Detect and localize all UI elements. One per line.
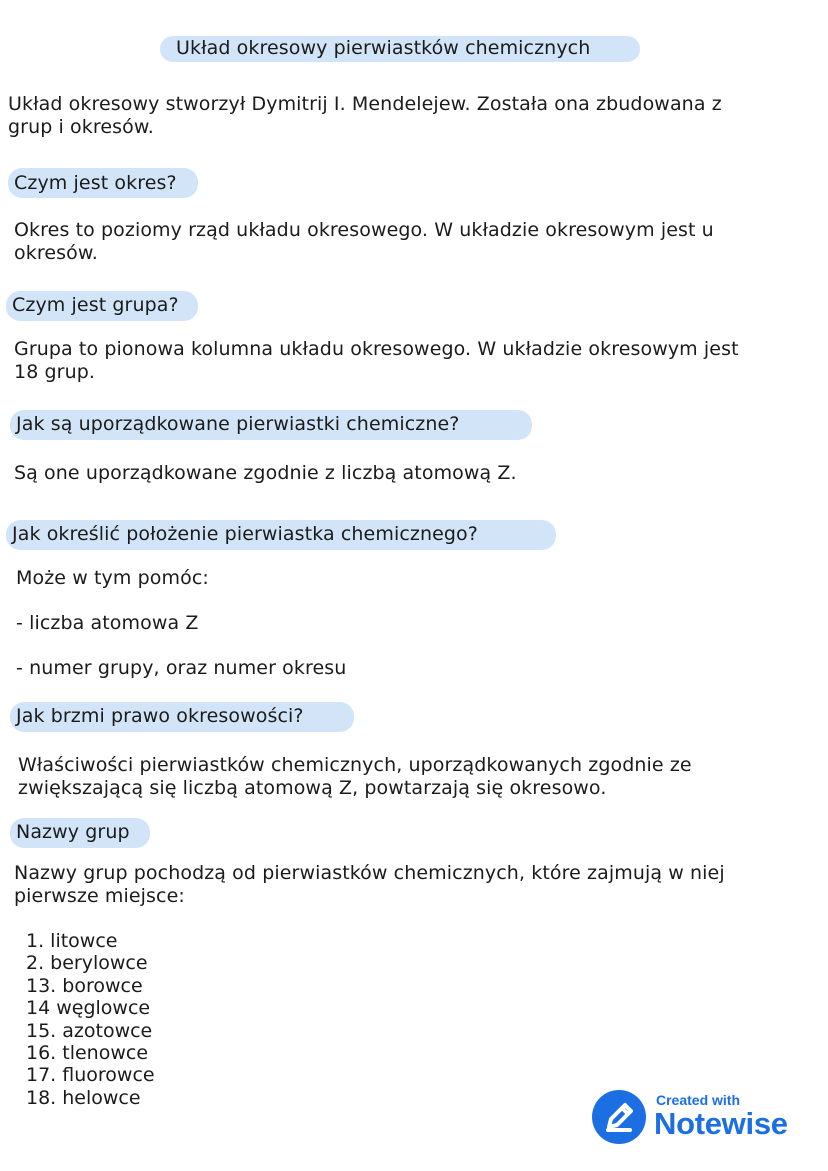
- okres-line-1: Okres to poziomy rząd układu okresowego. W układzie okresowym jest u: [14, 219, 714, 241]
- nazwy-line-2: pierwsze miejsce:: [14, 885, 185, 907]
- page-title: Układ okresowy pierwiastków chemicznych: [176, 37, 591, 59]
- list-item: 13. borowce: [26, 974, 143, 997]
- grupa-line-1: Grupa to pionowa kolumna układu okresowego. W układzie okresowym jest: [14, 338, 739, 360]
- prawo-line-1: Właściwości pierwiastków chemicznych, uporządkowanych zgodnie ze: [18, 754, 692, 776]
- polozenie-line-3: - numer grupy, oraz numer okresu: [16, 657, 347, 679]
- pencil-icon: [592, 1090, 646, 1144]
- notewise-badge: [592, 1088, 812, 1146]
- heading-okres: Czym jest okres?: [14, 172, 177, 194]
- list-item: 16. tlenowce: [26, 1042, 149, 1065]
- nazwy-line-1: Nazwy grup pochodzą od pierwiastków chemicznych, które zajmują w niej: [14, 862, 725, 884]
- badge-brand-name: Notewise: [654, 1106, 788, 1141]
- list-item: 15. azotowce: [26, 1019, 153, 1042]
- polozenie-line-1: Może w tym pomóc:: [16, 567, 209, 589]
- okres-line-2: okresów.: [14, 242, 98, 264]
- uporzadkowane-line-1: Są one uporządkowane zgodnie z liczbą atomową Z.: [14, 462, 517, 484]
- heading-grupa: Czym jest grupa?: [12, 294, 179, 316]
- heading-nazwy: Nazwy grup: [16, 821, 130, 843]
- heading-polozenie: Jak określić położenie pierwiastka chemicznego?: [12, 523, 478, 545]
- list-item: 2. berylowce: [26, 952, 148, 975]
- intro-line-2: grup i okresów.: [8, 116, 154, 138]
- group-list: [26, 930, 155, 1109]
- heading-prawo: Jak brzmi prawo okresowości?: [16, 705, 304, 727]
- polozenie-line-2: - liczba atomowa Z: [16, 612, 199, 634]
- badge-circle: [592, 1090, 646, 1144]
- list-item: 14 węglowce: [26, 997, 151, 1020]
- list-item: 18. helowce: [26, 1086, 141, 1109]
- intro-line-1: Układ okresowy stworzył Dymitrij I. Mendelejew. Została ona zbudowana z: [8, 93, 722, 115]
- grupa-line-2: 18 grup.: [14, 361, 96, 383]
- list-item: 17. fluorowce: [26, 1064, 155, 1087]
- badge-created-with: Created with: [656, 1092, 741, 1108]
- heading-uporzadkowane: Jak są uporządkowane pierwiastki chemiczne?: [16, 413, 460, 435]
- prawo-line-2: zwiększającą się liczbą atomową Z, powtarzają się okresowo.: [18, 777, 607, 799]
- list-item: 1. litowce: [26, 930, 118, 952]
